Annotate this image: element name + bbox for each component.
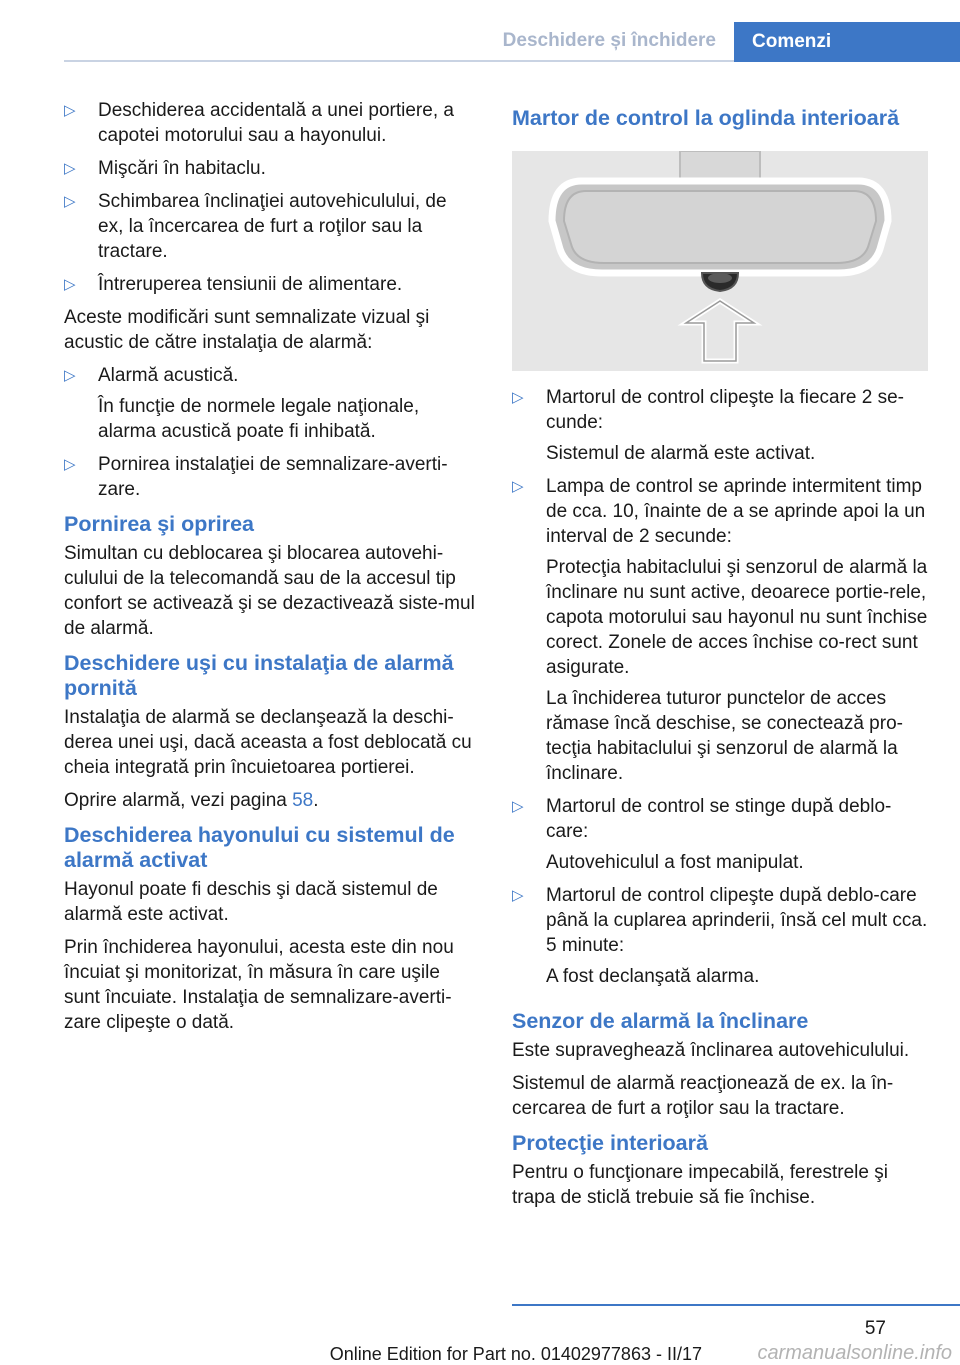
list-item-note: Autovehiculul a fost manipulat. [546,852,804,873]
section-text: Instalaţia de alarmă se declanşează la deschi-derea unei uşi, dacă aceasta a fost deblocată cu cheia integrată prin încuietoarea portierei. [64,707,472,778]
page-number: 57 [864,1318,886,1339]
section-text: Sistemul de alarmă reacţionează de ex. la în-cercarea de furt a roţilor sau la tractare. [512,1073,894,1119]
section-heading-tailgate: Deschiderea hayonului cu sistemul de alarmă activat [64,823,455,872]
signal-list [64,363,476,502]
list-item-text: Alarmă acustică. [98,365,239,386]
page-link[interactable]: 58 [292,790,314,811]
edition-note: Online Edition for Part no. 01402977863 - II/17 [329,1344,702,1364]
list-item-text: Martorul de control clipeşte după deblo-care până la cuplarea aprinderii, însă cel mult cca. 5 minute: [546,885,928,956]
indicator-list [512,385,928,989]
list-item-note: La închiderea tuturor punctelor de acces rămase încă deschise, se conectează pro-tecţia habitaclului şi senzorul de alarmă la înclinare. [546,688,903,784]
section-heading-start-stop: Pornirea şi oprirea [64,512,254,536]
trigger-list [64,98,476,297]
list-item-text: Martorul de control clipeşte la fiecare 2 se-cunde: [546,387,904,433]
list-item: ▷ Schimbarea înclinaţiei autovehiculului, de ex, la încercarea de furt a roţilor sau la tractare. [64,189,476,264]
section-text: Pentru o funcţionare impecabilă, ferestrele şi trapa de sticlă trebuie să fie închise. [512,1162,888,1208]
footer-rule [512,1304,960,1306]
list-item: ▷ Întreruperea tensiunii de alimentare. [64,272,476,297]
list-item-note: În funcţie de normele legale naţionale, alarma acustică poate fi inhibată. [98,396,420,442]
list-item [64,452,476,502]
section-heading-tilt-sensor: Senzor de alarmă la înclinare [512,1009,809,1033]
reference-end: . [313,790,319,811]
left-column [64,98,476,1043]
list-item: ▷ Mişcări în habitaclu. [64,156,476,181]
signal-intro: Aceste modificări sunt semnalizate vizual şi acustic de către instalaţia de alarmă: [64,307,430,353]
section-heading-door-open: Deschidere uşi cu instalaţia de alarmă pornită [64,651,454,700]
list-item-text: Pornirea instalaţiei de semnalizare-averti-zare. [98,454,448,500]
section-text: Prin închiderea hayonului, acesta este din nou încuiat şi monitorizat, în măsura în care uşile sunt încuiate. Instalaţia de semnalizare-averti-zare clipeşte o dată. [64,937,454,1033]
header-chapter-tab: Comenzi [734,22,960,62]
right-column [512,98,928,1218]
list-item-note: A fost declanşată alarma. [546,966,760,987]
list-item [512,794,928,875]
page-reference [64,788,476,813]
section-heading-interior-protection: Protecţie interioară [512,1131,708,1155]
list-item-text: Martorul de control se stinge după deblo-care: [546,796,892,842]
header-section-title: Deschidere și închidere [502,30,716,51]
list-item [64,363,476,444]
section-text: Este supraveghează înclinarea autovehiculului. [512,1040,910,1061]
list-item-note: Protecţia habitaclului şi senzorul de alarmă la înclinare nu sunt active, deoarece portie-rele, capota motorului sau hayonul nu sunt închise corect. Zonele de acces închise co-rect sunt asigurate. [546,557,928,678]
section-heading-mirror-indicator: Martor de control la oglinda interioară [512,106,900,130]
rearview-mirror-figure [512,151,928,371]
list-item-text: Lampa de control se aprinde intermitent timp de cca. 10, înainte de a se aprinde apoi la un interval de 2 secunde: [546,476,926,547]
section-text: Hayonul poate fi deschis şi dacă sistemul de alarmă este activat. [64,879,438,925]
site-watermark: carmanualsonline.info [757,1342,952,1364]
section-text: Simultan cu deblocarea şi blocarea autovehi-culului de la telecomandă sau de la accesul tip confort se activează şi se dezactivează siste-mul de alarmă. [64,543,475,639]
list-item [512,385,928,466]
list-item [512,883,928,989]
list-item [512,474,928,786]
list-item: ▷ Deschiderea accidentală a unei portiere, a capotei motorului sau a hayonului. [64,98,476,148]
reference-text: Oprire alarmă, vezi pagina [64,790,293,811]
list-item-note: Sistemul de alarmă este activat. [546,443,816,464]
